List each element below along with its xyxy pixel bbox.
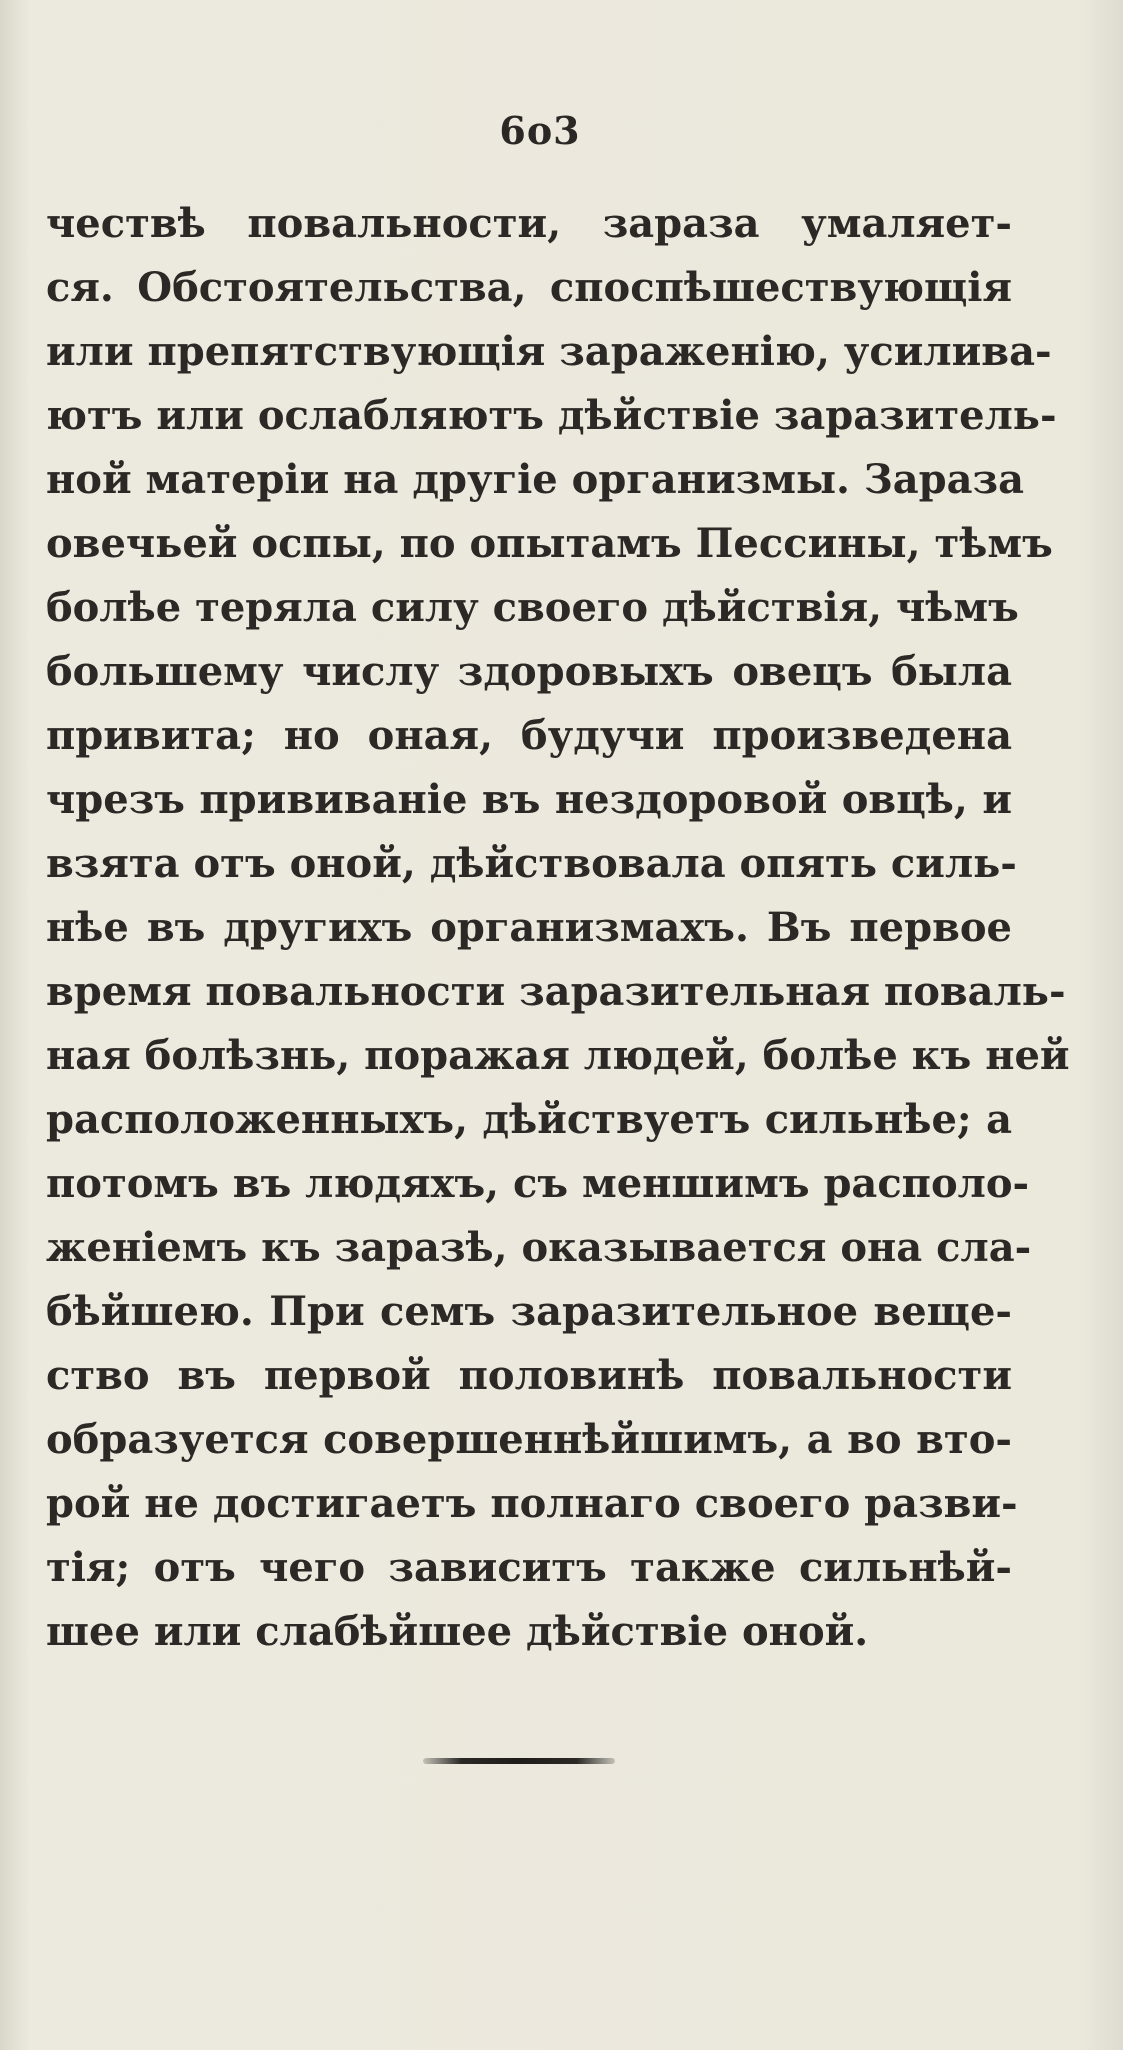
text-line: ютъ или ослабляютъ дѣйствіе заразитель- (46, 392, 1057, 439)
text-line: ная болѣзнь, поражая людей, болѣе къ ней (46, 1032, 1070, 1079)
text-line: чествѣ повальности, зараза умаляет- (46, 200, 1012, 247)
text-line: тія; отъ чего зависитъ также сильнѣй- (46, 1544, 1012, 1591)
text-line: ство въ первой половинѣ повальности (46, 1352, 1012, 1399)
text-line: болѣе теряла силу своего дѣйствія, чѣмъ (46, 584, 1019, 631)
text-line: или препятствующія зараженію, усилива- (46, 328, 1052, 375)
text-line: расположенныхъ, дѣйствуетъ сильнѣе; а (46, 1096, 1012, 1143)
text-line: рой не достигаетъ полнаго своего разви- (46, 1480, 1018, 1527)
text-line: чрезъ прививаніе въ нездоровой овцѣ, и (46, 776, 1012, 823)
text-line: взята отъ оной, дѣйствовала опять силь- (46, 840, 1017, 887)
text-line: женіемъ къ заразѣ, оказывается она сла- (46, 1224, 1032, 1271)
text-line: большему числу здоровыхъ овецъ была (46, 648, 1012, 695)
page-number: 6о3 (499, 108, 581, 153)
text-line: потомъ въ людяхъ, съ меншимъ располо- (46, 1160, 1030, 1207)
body-text (46, 192, 1070, 1664)
text-line: ной матеріи на другіе организмы. Зараза (46, 456, 1024, 503)
text-line-final: шее или слабѣйшее дѣйствіе оной. (46, 1608, 869, 1655)
text-line: овечьей оспы, по опытамъ Пессины, тѣмъ (46, 520, 1053, 567)
text-line: образуется совершеннѣйшимъ, а во вто- (46, 1416, 1012, 1463)
text-line: время повальности заразительная поваль- (46, 968, 1066, 1015)
text-line: ся. Обстоятельства, споспѣшествующія (46, 264, 1012, 311)
end-ornament-rule (423, 1758, 615, 1764)
text-line: привита; но оная, будучи произведена (46, 712, 1012, 759)
text-line: нѣе въ другихъ организмахъ. Въ первое (46, 904, 1012, 951)
text-line: бѣйшею. При семъ заразительное веще- (46, 1288, 1012, 1335)
